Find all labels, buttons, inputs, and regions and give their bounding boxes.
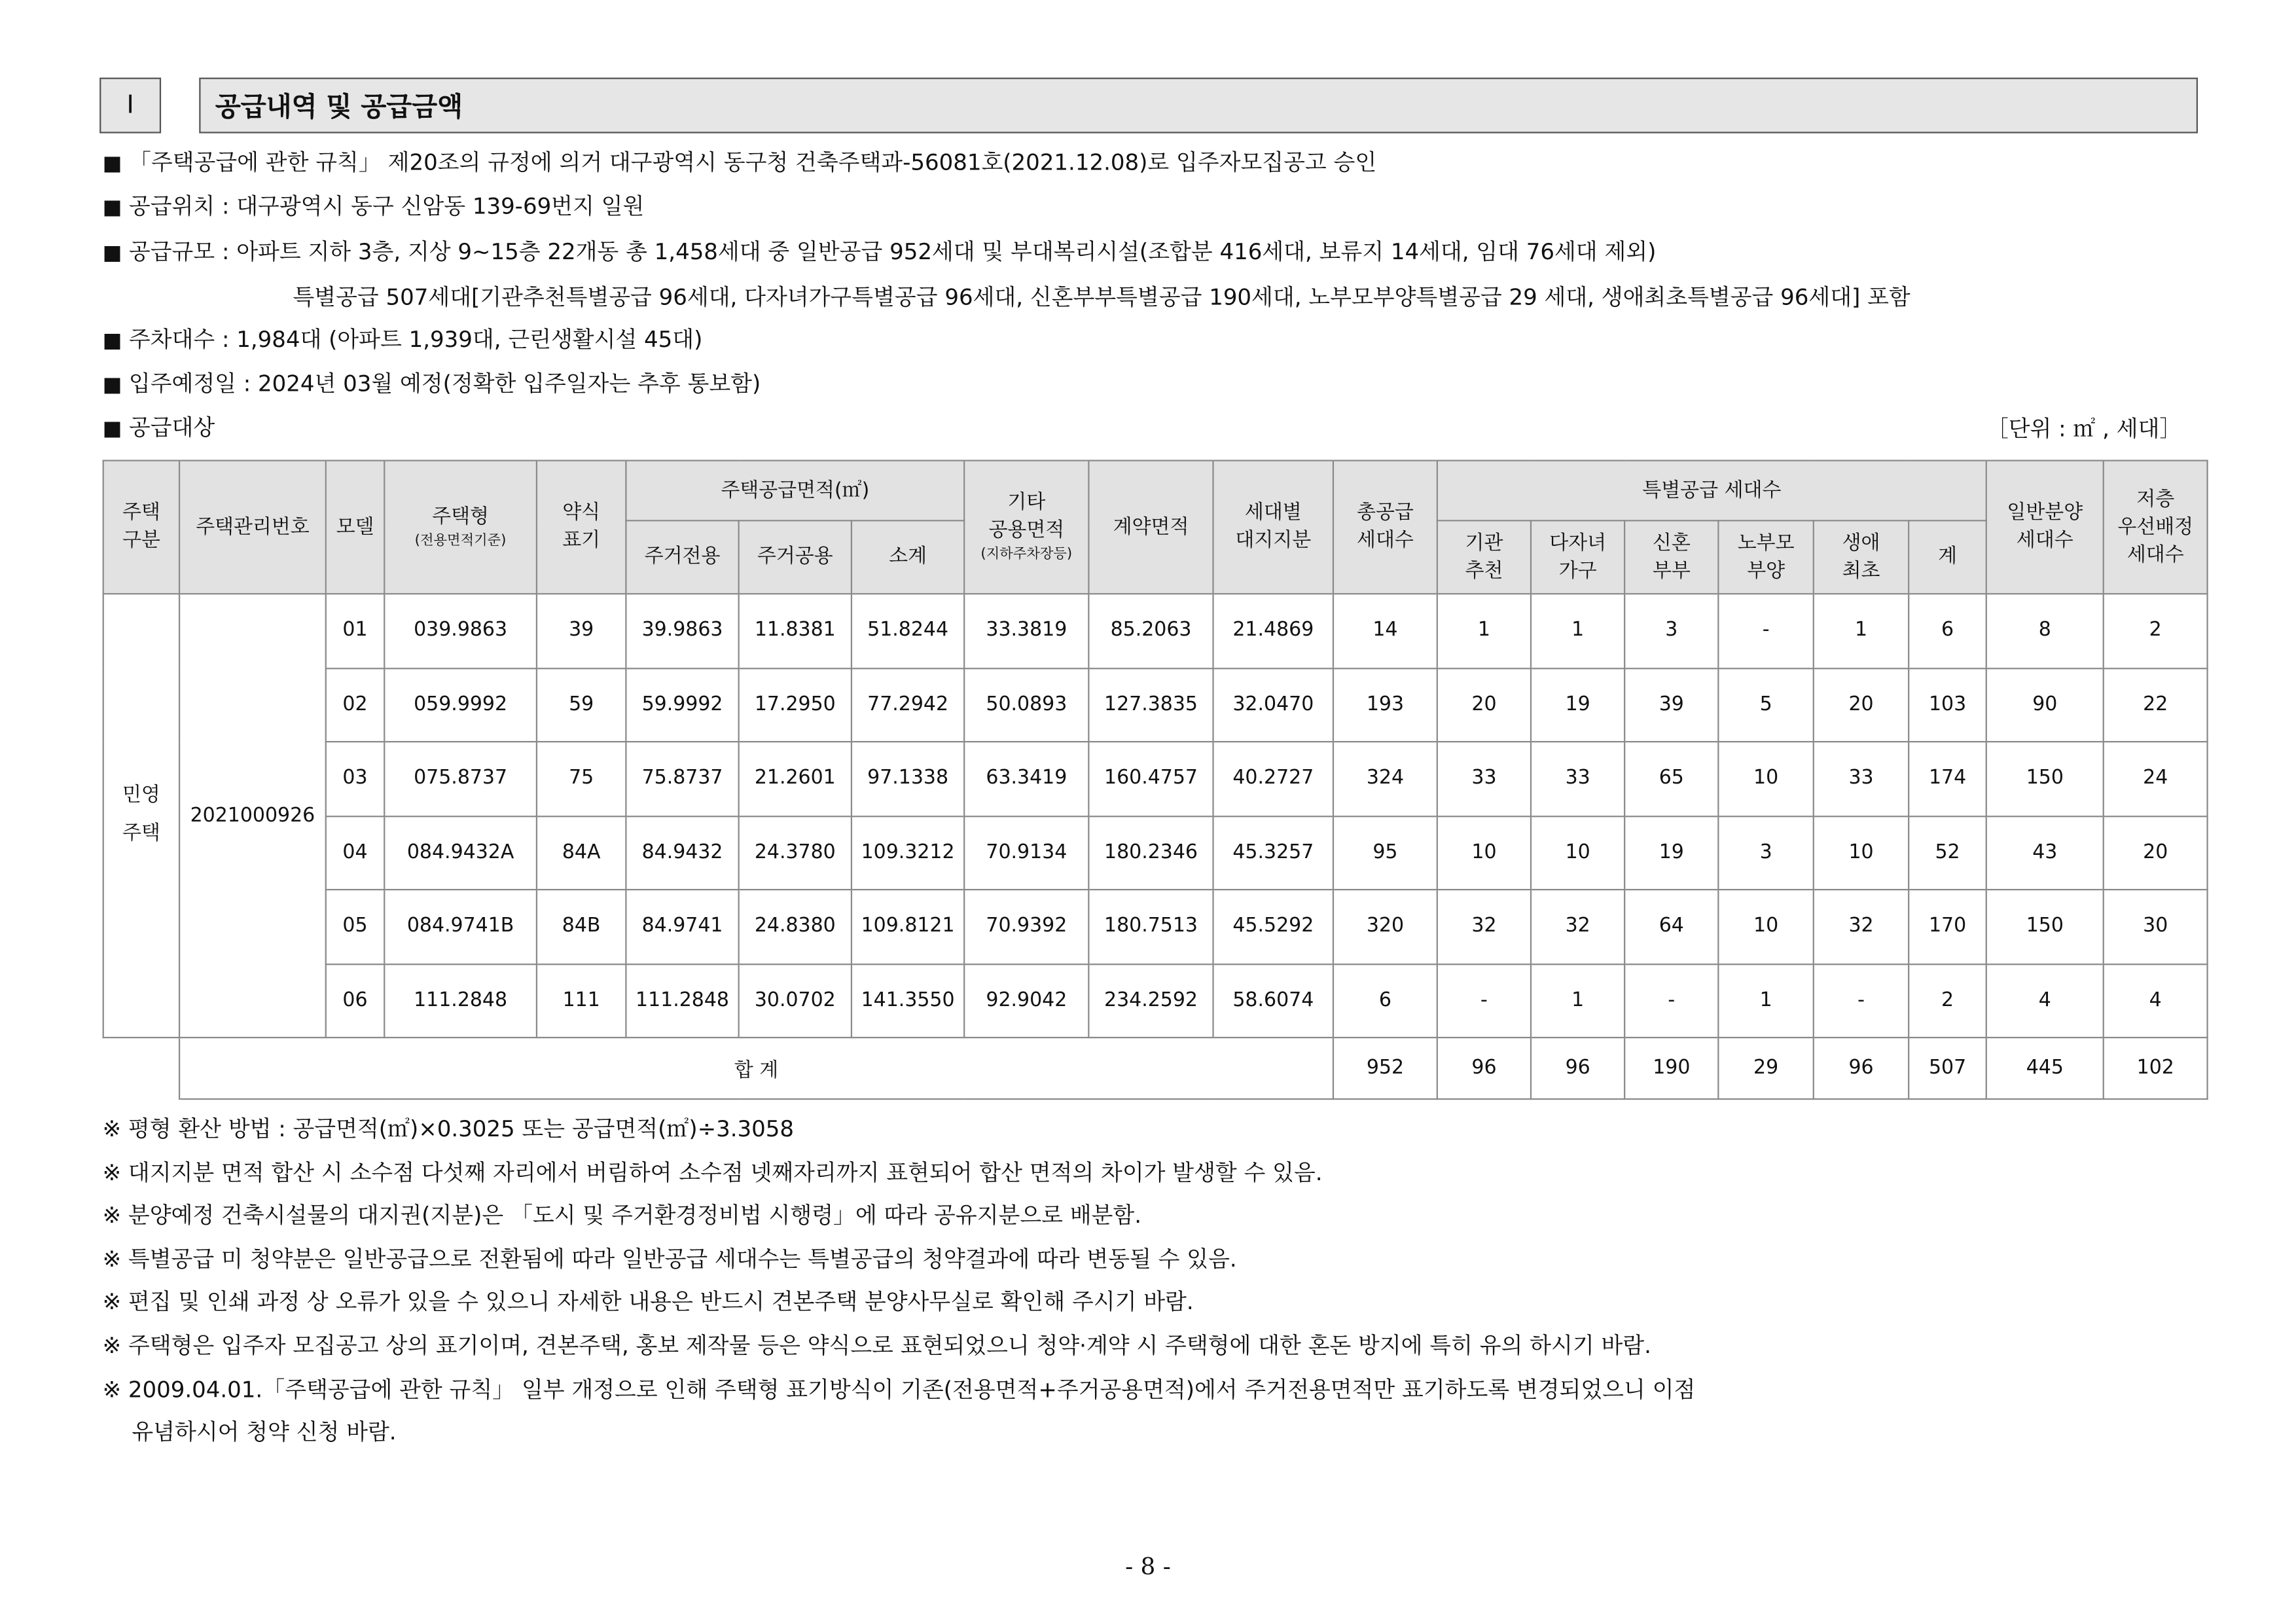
table-cell: 174 — [1909, 742, 1986, 816]
sum-cell: 102 — [2104, 1038, 2208, 1099]
table-cell: 64 — [1624, 890, 1718, 964]
bullet-target: ■ 공급대상 — [103, 413, 215, 444]
table-cell: 180.7513 — [1088, 890, 1213, 964]
table-cell: 111 — [537, 964, 626, 1038]
table-cell: 10 — [1718, 890, 1813, 964]
table-cell: 2 — [1909, 964, 1986, 1038]
table-cell: 21.4869 — [1213, 594, 1333, 668]
table-cell: 6 — [1333, 964, 1437, 1038]
table-cell: 75 — [537, 742, 626, 816]
note-land-share: ※ 대지지분 면적 합산 시 소수점 다섯째 자리에서 버림하여 소수점 넷째자리까지 표현되어 합산 면적의 차이가 발생할 수 있음. — [102, 1159, 1323, 1187]
table-cell: 11.8381 — [739, 594, 852, 668]
table-cell: 150 — [1986, 742, 2104, 816]
table-cell: 150 — [1986, 890, 2104, 964]
table-cell: 63.3419 — [964, 742, 1088, 816]
header-supply-area: 주택공급면적(㎡) — [626, 461, 964, 521]
table-cell: 33 — [1437, 742, 1531, 816]
bullet-square-icon: ■ — [102, 373, 122, 397]
table-cell: 109.3212 — [852, 816, 964, 890]
sum-cell: 96 — [1437, 1038, 1531, 1099]
note-rule-change: ※ 2009.04.01.「주택공급에 관한 규칙」 일부 개정으로 인해 주택형 표기방식이 기존(전용면적+주거공용면적)에서 주거전용면적만 표기하도록 변경되었으니 이점 — [102, 1376, 1696, 1403]
table-cell: 19 — [1624, 816, 1718, 890]
header-mgmt-no: 주택관리번호 — [179, 461, 326, 594]
table-cell: 2 — [2104, 594, 2208, 668]
table-cell: 24 — [2104, 742, 2208, 816]
table-cell: 95 — [1333, 816, 1437, 890]
table-cell: 059.9992 — [384, 668, 537, 742]
table-cell: 85.2063 — [1088, 594, 1213, 668]
table-cell: 324 — [1333, 742, 1437, 816]
table-cell: 84.9741 — [626, 890, 738, 964]
bullet-square-icon: ■ — [102, 196, 122, 220]
note-errors: ※ 편집 및 인쇄 과정 상 오류가 있을 수 있으니 자세한 내용은 반드시 견본주택 분양사무실로 확인해 주시기 바람. — [102, 1288, 1194, 1316]
header-house-type: 주택형 (전용면적기준) — [384, 461, 537, 594]
table-cell: 084.9432A — [384, 816, 537, 890]
table-cell: 1 — [1437, 594, 1531, 668]
table-cell: 193 — [1333, 668, 1437, 742]
table-cell: 8 — [1986, 594, 2104, 668]
table-cell: 1 — [1531, 594, 1624, 668]
sum-row — [103, 1038, 2208, 1099]
note-house-type: ※ 주택형은 입주자 모집공고 상의 표기이며, 견본주택, 홍보 제작물 등은 약식으로 표현되었으니 청약·계약 시 주택형에 대한 혼돈 방지에 특히 유의 하시기 바람. — [102, 1332, 1651, 1360]
table-row — [103, 816, 2208, 890]
table-cell: 01 — [326, 594, 384, 668]
table-cell: 4 — [1986, 964, 2104, 1038]
table-cell: 02 — [326, 668, 384, 742]
sum-cell: 445 — [1986, 1038, 2104, 1099]
table-cell: 32 — [1437, 890, 1531, 964]
bullet-square-icon: ■ — [102, 417, 122, 441]
table-row — [103, 964, 2208, 1038]
table-row — [103, 668, 2208, 742]
table-cell: 05 — [326, 890, 384, 964]
table-cell: 03 — [326, 742, 384, 816]
table-cell: 84B — [537, 890, 626, 964]
table-cell: 234.2592 — [1088, 964, 1213, 1038]
header-elderly: 노부모 부양 — [1718, 520, 1813, 594]
table-cell: 32 — [1531, 890, 1624, 964]
table-cell: 10 — [1814, 816, 1909, 890]
table-cell: 141.3550 — [852, 964, 964, 1038]
note-pyeong: ※ 평형 환산 방법 : 공급면적(㎡)×0.3025 또는 공급면적(㎡)÷3.3058 — [102, 1115, 794, 1143]
supply-table — [103, 460, 2208, 1100]
section-title: 공급내역 및 공급금액 — [199, 78, 2198, 134]
table-cell: 04 — [326, 816, 384, 890]
table-cell: 59.9992 — [626, 668, 738, 742]
sum-cell: 507 — [1909, 1038, 1986, 1099]
table-cell: 17.2950 — [739, 668, 852, 742]
table-cell: 77.2942 — [852, 668, 964, 742]
table-cell: 111.2848 — [626, 964, 738, 1038]
header-land-share: 세대별 대지지분 — [1213, 461, 1333, 594]
table-cell: 10 — [1718, 742, 1813, 816]
table-cell: 109.8121 — [852, 890, 964, 964]
bullet-scale: ■ 공급규모 : 아파트 지하 3층, 지상 9~15층 22개동 총 1,458세대 중 일반공급 952세대 및 부대복리시설(조합분 416세대, 보류지 14세대, 임대 76세대 제외) — [103, 237, 1657, 268]
table-cell: 1 — [1531, 964, 1624, 1038]
table-cell: 180.2346 — [1088, 816, 1213, 890]
table-cell: 92.9042 — [964, 964, 1088, 1038]
table-row — [103, 890, 2208, 964]
table-cell: 19 — [1531, 668, 1624, 742]
table-cell: 06 — [326, 964, 384, 1038]
table-cell: 58.6074 — [1213, 964, 1333, 1038]
header-multi: 다자녀 가구 — [1531, 520, 1624, 594]
bullet-parking: ■ 주차대수 : 1,984대 (아파트 1,939대, 근린생활시설 45대) — [103, 325, 703, 356]
table-cell: 4 — [2104, 964, 2208, 1038]
table-cell: 30.0702 — [739, 964, 852, 1038]
table-cell: - — [1437, 964, 1531, 1038]
table-cell: 075.8737 — [384, 742, 537, 816]
header-subtotal: 소계 — [852, 520, 964, 594]
header-model: 모델 — [326, 461, 384, 594]
table-cell: 6 — [1909, 594, 1986, 668]
unit-label: ［단위 : ㎡ , 세대］ — [1986, 416, 2182, 442]
table-cell: 22 — [2104, 668, 2208, 742]
group-cell: 민영 주택 — [103, 594, 179, 1038]
sum-cell: 952 — [1333, 1038, 1437, 1099]
table-cell: - — [1718, 594, 1813, 668]
note-land-right: ※ 분양예정 건축시설물의 대지권(지분)은 「도시 및 주거환경정비법 시행령」에 따라 공유지분으로 배분함. — [102, 1202, 1142, 1229]
table-cell: 1 — [1814, 594, 1909, 668]
bullet-scale-continued: 특별공급 507세대[기관추천특별공급 96세대, 다자녀가구특별공급 96세대, 신혼부부특별공급 190세대, 노부모부양특별공급 29 세대, 생애최초특별공급 96세대] 포함 — [293, 284, 1910, 311]
header-low-floor: 저층 우선배정 세대수 — [2104, 461, 2208, 594]
table-cell: 70.9134 — [964, 816, 1088, 890]
header-first: 생애 최초 — [1814, 520, 1909, 594]
bullet-location: ■ 공급위치 : 대구광역시 동구 신암동 139-69번지 일원 — [103, 192, 645, 223]
table-cell: 127.3835 — [1088, 668, 1213, 742]
sum-cell: 29 — [1718, 1038, 1813, 1099]
table-cell: 20 — [2104, 816, 2208, 890]
table-cell: 24.3780 — [739, 816, 852, 890]
table-cell: 90 — [1986, 668, 2104, 742]
table-cell: 50.0893 — [964, 668, 1088, 742]
section-number: Ⅰ — [99, 78, 161, 134]
table-cell: 40.2727 — [1213, 742, 1333, 816]
table-cell: 33 — [1531, 742, 1624, 816]
header-special: 특별공급 세대수 — [1437, 461, 1986, 521]
table-row — [103, 742, 2208, 816]
table-cell: 65 — [1624, 742, 1718, 816]
header-newlywed: 신혼 부부 — [1624, 520, 1718, 594]
table-cell: 084.9741B — [384, 890, 537, 964]
bullet-square-icon: ■ — [102, 152, 122, 176]
table-cell: 24.8380 — [739, 890, 852, 964]
header-other-common: 기타 공용면적 (지하주차장등) — [964, 461, 1088, 594]
table-cell: 52 — [1909, 816, 1986, 890]
sum-cell: 96 — [1814, 1038, 1909, 1099]
table-cell: 20 — [1437, 668, 1531, 742]
page-number: - 8 - — [1125, 1552, 1171, 1580]
table-cell: 59 — [537, 668, 626, 742]
note-special-supply: ※ 특별공급 미 청약분은 일반공급으로 전환됨에 따라 일반공급 세대수는 특별공급의 청약결과에 따라 변동될 수 있음. — [102, 1246, 1237, 1273]
table-cell: 51.8244 — [852, 594, 964, 668]
header-contract-area: 계약면적 — [1088, 461, 1213, 594]
table-cell: - — [1624, 964, 1718, 1038]
mgmt-no-cell: 2021000926 — [179, 594, 326, 1038]
table-cell: 103 — [1909, 668, 1986, 742]
table-cell: 14 — [1333, 594, 1437, 668]
table-cell: 21.2601 — [739, 742, 852, 816]
table-cell: 30 — [2104, 890, 2208, 964]
table-cell: 70.9392 — [964, 890, 1088, 964]
bullet-square-icon: ■ — [102, 329, 122, 353]
table-cell: 32.0470 — [1213, 668, 1333, 742]
table-cell: 1 — [1718, 964, 1813, 1038]
table-cell: 160.4757 — [1088, 742, 1213, 816]
sum-cell — [103, 1038, 179, 1099]
table-cell: 45.3257 — [1213, 816, 1333, 890]
table-cell: 20 — [1814, 668, 1909, 742]
sum-cell: 96 — [1531, 1038, 1624, 1099]
header-house-group: 주택 구분 — [103, 461, 179, 594]
table-cell: 33 — [1814, 742, 1909, 816]
sum-label: 합 계 — [179, 1038, 1333, 1099]
table-cell: 39 — [1624, 668, 1718, 742]
table-cell: 320 — [1333, 890, 1437, 964]
header-inst: 기관 추천 — [1437, 520, 1531, 594]
note-rule-change-continued: 유념하시어 청약 신청 바람. — [132, 1418, 397, 1446]
table-cell: 39 — [537, 594, 626, 668]
table-cell: 3 — [1718, 816, 1813, 890]
table-cell: 111.2848 — [384, 964, 537, 1038]
header-total-supply: 총공급 세대수 — [1333, 461, 1437, 594]
table-cell: 3 — [1624, 594, 1718, 668]
table-cell: - — [1814, 964, 1909, 1038]
table-cell: 10 — [1531, 816, 1624, 890]
table-cell: 170 — [1909, 890, 1986, 964]
table-cell: 97.1338 — [852, 742, 964, 816]
header-common: 주거공용 — [739, 520, 852, 594]
table-cell: 5 — [1718, 668, 1813, 742]
table-cell: 84.9432 — [626, 816, 738, 890]
table-cell: 32 — [1814, 890, 1909, 964]
header-exclusive: 주거전용 — [626, 520, 738, 594]
table-cell: 43 — [1986, 816, 2104, 890]
table-cell: 75.8737 — [626, 742, 738, 816]
table-cell: 039.9863 — [384, 594, 537, 668]
table-row — [103, 594, 2208, 668]
header-sum: 계 — [1909, 520, 1986, 594]
bullet-square-icon: ■ — [102, 242, 122, 265]
bullet-move-in: ■ 입주예정일 : 2024년 03월 예정(정확한 입주일자는 추후 통보함) — [103, 369, 761, 400]
table-cell: 39.9863 — [626, 594, 738, 668]
bullet-approval: ■ 「주택공급에 관한 규칙」 제20조의 규정에 의거 대구광역시 동구청 건축주택과-56081호(2021.12.08)로 입주자모집공고 승인 — [103, 148, 1377, 179]
sum-cell: 190 — [1624, 1038, 1718, 1099]
header-abbr: 약식 표기 — [537, 461, 626, 594]
table-cell: 84A — [537, 816, 626, 890]
header-general: 일반분양 세대수 — [1986, 461, 2104, 594]
table-cell: 45.5292 — [1213, 890, 1333, 964]
table-cell: 10 — [1437, 816, 1531, 890]
table-cell: 33.3819 — [964, 594, 1088, 668]
